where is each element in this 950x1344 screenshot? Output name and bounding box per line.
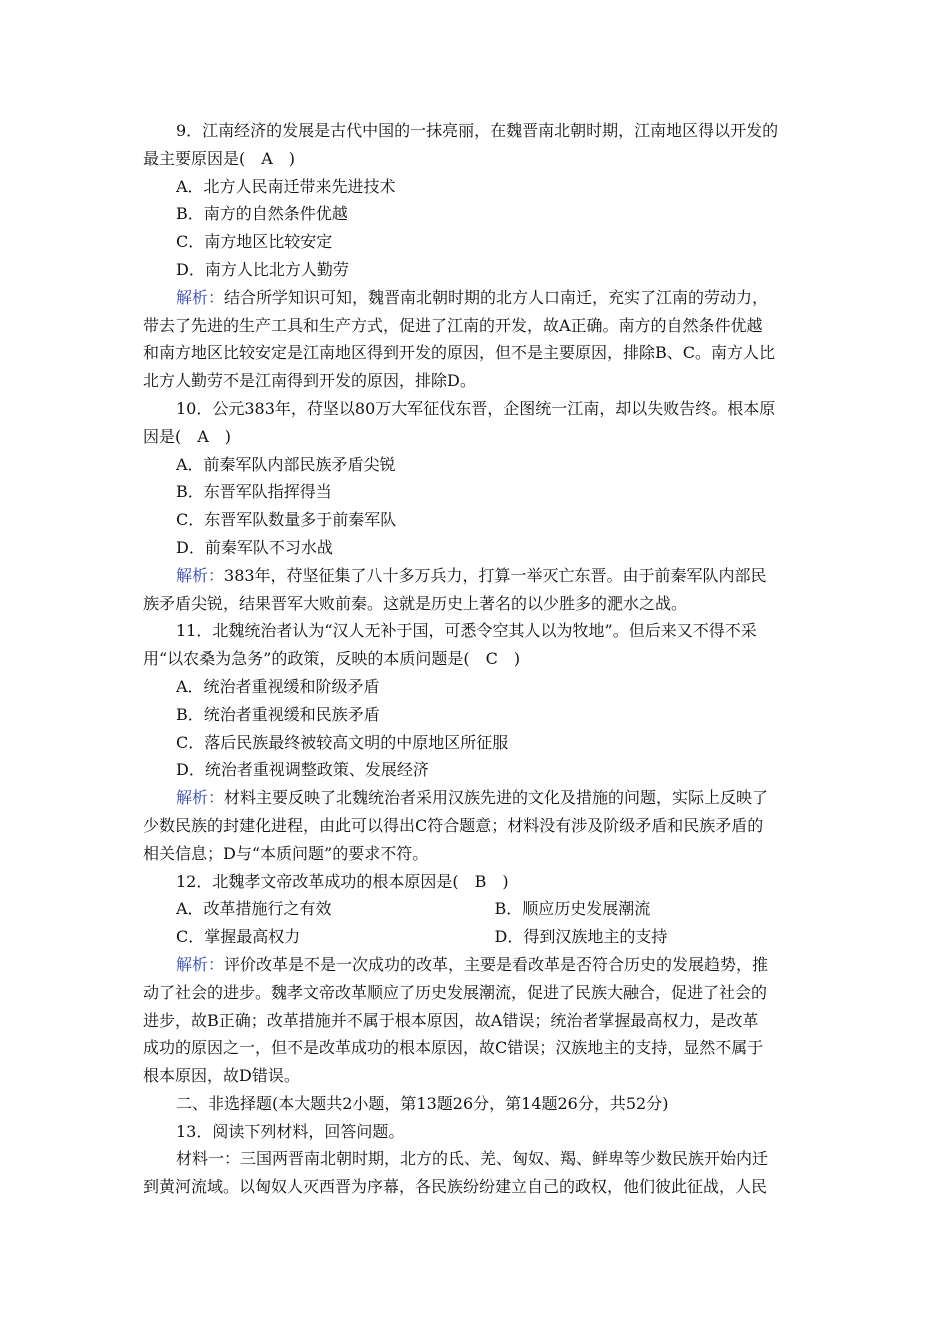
question-9-analysis-line-2: 带去了先进的生产工具和生产方式，促进了江南的开发，故A正确。南方的自然条件优越 <box>143 315 763 335</box>
question-content <box>143 117 813 1201</box>
question-13-material-line-1: 材料一：三国两晋南北朝时期，北方的氐、羌、匈奴、羯、鲜卑等少数民族开始内迁 <box>176 1149 769 1169</box>
question-11-option-c: C．落后民族最终被较高文明的中原地区所征服 <box>176 732 509 752</box>
question-10-analysis-line-2: 族矛盾尖锐，结果晋军大败前秦。这就是历史上著名的以少胜多的淝水之战。 <box>143 593 688 613</box>
question-9-analysis-line-3: 和南方地区比较安定是江南地区得到开发的原因，但不是主要原因，排除B、C。南方人比 <box>143 343 776 363</box>
question-12-option-b: B．顺应历史发展潮流 <box>494 899 651 919</box>
section-2-heading: 二、非选择题(本大题共2小题，第13题26分，第14题26分，共52分) <box>176 1093 669 1113</box>
question-9-option-a: A．北方人民南迁带来先进技术 <box>176 176 396 196</box>
question-12-options-row-1 <box>143 895 813 923</box>
question-9-analysis-line-4: 北方人勤劳不是江南得到开发的原因，排除D。 <box>143 371 476 391</box>
question-12-option-c: C．掌握最高权力 <box>176 927 301 947</box>
question-9-analysis-line-1 <box>143 284 813 312</box>
question-9-option-c: C．南方地区比较安定 <box>176 232 333 252</box>
question-11-option-d: D．统治者重视调整政策、发展经济 <box>176 760 429 780</box>
question-11-analysis-line-1 <box>143 784 813 812</box>
question-12-analysis-line-5: 根本原因，故D错误。 <box>143 1066 300 1086</box>
question-11-analysis-line-3: 相关信息；D与“本质问题”的要求不符。 <box>143 843 429 863</box>
question-11-analysis-line-2: 少数民族的封建化进程，由此可以得出C符合题意；材料没有涉及阶级矛盾和民族矛盾的 <box>143 815 764 835</box>
analysis-label: 解析： <box>176 788 225 808</box>
question-9-option-b: B．南方的自然条件优越 <box>176 204 348 224</box>
analysis-text: 结合所学知识可知，魏晋南北朝时期的北方人口南迁，充实了江南的劳动力， <box>224 287 769 307</box>
analysis-text: 383年，苻坚征集了八十多万兵力，打算一举灭亡东晋。由于前秦军队内部民 <box>224 565 767 585</box>
question-9-stem-line-2: 最主要原因是( A ) <box>143 148 296 168</box>
analysis-text: 材料主要反映了北魏统治者采用汉族先进的文化及措施的问题，实际上反映了 <box>224 788 769 808</box>
question-10-stem-line-2: 因是( A ) <box>143 426 232 446</box>
question-12-analysis-line-2: 动了社会的进步。魏孝文帝改革顺应了历史发展潮流，促进了民族大融合，促进了社会的 <box>143 982 768 1002</box>
question-12-options-row-2 <box>143 923 813 951</box>
question-10-stem-line-1: 10．公元383年，苻坚以80万大军征伐东晋，企图统一江南，却以失败告终。根本原 <box>176 398 776 418</box>
question-9-option-d: D．南方人比北方人勤劳 <box>176 259 349 279</box>
question-12-analysis-line-4: 成功的原因之一，但不是改革成功的根本原因，故C错误；汉族地主的支持，显然不属于 <box>143 1038 764 1058</box>
question-11-stem-line-2: 用“以农桑为急务”的政策，反映的本质问题是( C ) <box>143 649 521 669</box>
question-12-stem: 12．北魏孝文帝改革成功的根本原因是( B ) <box>176 871 509 891</box>
question-11-stem-line-1: 11．北魏统治者认为“汉人无补于国，可悉令空其人以为牧地”。但后来又不得不采 <box>176 621 757 641</box>
question-12-analysis-line-3: 进步，故B正确；改革措施并不属于根本原因，故A错误；统治者掌握最高权力，是改革 <box>143 1010 759 1030</box>
question-12-option-a: A．改革措施行之有效 <box>176 899 332 919</box>
question-9-stem-line-1: 9．江南经济的发展是古代中国的一抹亮丽，在魏晋南北朝时期，江南地区得以开发的 <box>176 121 779 140</box>
question-11-option-a: A．统治者重视缓和阶级矛盾 <box>176 676 380 696</box>
question-10-option-d: D．前秦军队不习水战 <box>176 537 333 557</box>
analysis-label: 解析： <box>176 565 225 585</box>
question-12-option-d: D．得到汉族地主的支持 <box>494 927 668 947</box>
question-10-option-b: B．东晋军队指挥得当 <box>176 482 332 502</box>
question-13-stem: 13．阅读下列材料，回答问题。 <box>176 1121 405 1141</box>
question-11-option-b: B．统治者重视缓和民族矛盾 <box>176 704 380 724</box>
analysis-label: 解析： <box>176 287 225 307</box>
question-13-material-line-2: 到黄河流域。以匈奴人灭西晋为序幕，各民族纷纷建立自己的政权，他们彼此征战，人民 <box>143 1177 768 1197</box>
question-10-analysis-line-1 <box>143 562 813 590</box>
question-10-option-c: C．东晋军队数量多于前秦军队 <box>176 510 397 530</box>
analysis-text: 评价改革是不是一次成功的改革，主要是看改革是否符合历史的发展趋势，推 <box>224 954 769 974</box>
question-10-option-a: A．前秦军队内部民族矛盾尖锐 <box>176 454 396 474</box>
question-12-analysis-line-1 <box>143 951 813 979</box>
analysis-label: 解析： <box>176 954 225 974</box>
